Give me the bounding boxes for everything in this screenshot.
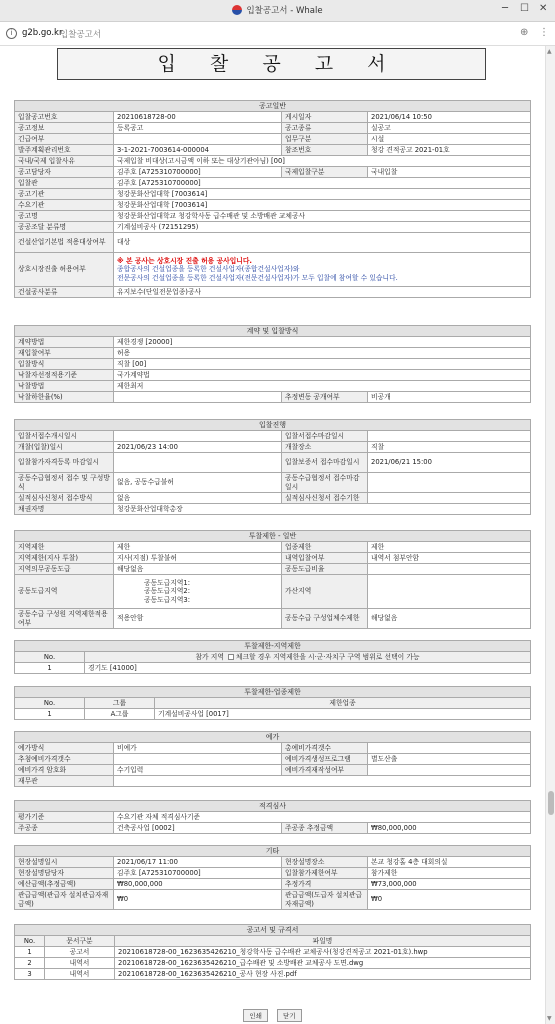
field-label: 실적심사신청서 접수방식: [15, 493, 114, 504]
field-value: [368, 743, 531, 754]
scroll-thumb[interactable]: [548, 791, 554, 815]
field-label: 추첨예비가격갯수: [15, 754, 114, 765]
field-value: [368, 431, 531, 442]
field-label: 입찰공고번호: [15, 112, 114, 123]
field-value: 제한: [114, 542, 282, 553]
field-label: 입찰서접수마감일시: [282, 431, 368, 442]
table-row: [15, 189, 531, 200]
table-row: [15, 123, 531, 134]
field-value: 직찰 [00]: [114, 359, 531, 370]
field-label: 관급금액(관급자 설치관급자재금액): [15, 890, 114, 910]
field-label: 국내/국제 입찰사유: [15, 156, 114, 167]
field-label: 공동수급협정서 접수마감일시: [282, 473, 368, 493]
section-etc: [14, 845, 530, 910]
field-label: 총예비가격갯수: [282, 743, 368, 754]
whale-logo-icon: [232, 5, 242, 15]
field-label: 업무구분: [282, 134, 368, 145]
field-label: 예산금액(추정금액): [15, 879, 114, 890]
minimize-icon[interactable]: ─: [502, 3, 509, 14]
field-label: 발주계획관리번호: [15, 145, 114, 156]
window-titlebar: [0, 0, 555, 22]
action-buttons: [0, 1003, 545, 1022]
section-title: 투찰제한-지역제한: [15, 641, 531, 652]
window-title: [0, 4, 555, 16]
field-label: 입찰서접수개시일시: [15, 431, 114, 442]
field-label: 실적심사신청서 접수기한: [282, 493, 368, 504]
field-value: 본교 청강홀 4층 대회의실: [368, 857, 531, 868]
table-row: [15, 442, 531, 453]
column-header: 그룹: [85, 698, 155, 709]
print-button[interactable]: 인쇄: [243, 1009, 268, 1022]
field-label: 건설산업기본법 적용대상여부: [15, 233, 114, 253]
table-row: [15, 134, 531, 145]
table-row: [15, 776, 531, 787]
field-label: 추정변동 공개여부: [282, 392, 368, 403]
field-label: 예비가격생성프로그램: [282, 754, 368, 765]
field-label: 공고종류: [282, 123, 368, 134]
field-value: 지사(지점) 투찰불허: [114, 553, 282, 564]
group-value: A그룹: [85, 709, 155, 720]
section-title: 입찰진행: [15, 420, 531, 431]
field-value: 건축공사업 [0002]: [114, 823, 282, 834]
column-header: No.: [15, 936, 45, 947]
section-title: 계약 및 입찰방식: [15, 326, 531, 337]
field-value: 등록공고: [114, 123, 282, 134]
field-value: 제한경쟁 [20000]: [114, 337, 531, 348]
field-label: 공공조달 분류명: [15, 222, 114, 233]
field-value: [114, 754, 282, 765]
field-value: 청강문화산업대학총장: [114, 504, 531, 515]
field-value: 수기입력: [114, 765, 282, 776]
zoom-icon[interactable]: ⊕: [520, 27, 529, 38]
section-restrict: [14, 530, 530, 629]
table-row: [15, 178, 531, 189]
field-value: 내역서 첨부안함: [368, 553, 531, 564]
field-label: 현장설명장소: [282, 857, 368, 868]
area-scope-checkbox[interactable]: [228, 654, 234, 660]
field-value: 3-1-2021-7003614-000004: [114, 145, 282, 156]
column-header: No.: [15, 652, 85, 663]
field-label: 추정가격: [282, 879, 368, 890]
table-row: [15, 167, 531, 178]
close-button[interactable]: 닫기: [277, 1009, 302, 1022]
section-region: [14, 640, 530, 674]
field-label: 재입찰여부: [15, 348, 114, 359]
table-row: [15, 112, 531, 123]
field-label: 낙찰방법: [15, 381, 114, 392]
field-value: 2021/06/14 10:50: [368, 112, 531, 123]
field-label: 지역의무공동도급: [15, 564, 114, 575]
field-label: 공고정보: [15, 123, 114, 134]
field-label: 현장설명일시: [15, 857, 114, 868]
field-value: 없음, 공동수급불허: [114, 473, 282, 493]
table-row: [15, 493, 531, 504]
field-label: 입찰보증서 접수마감일시: [282, 453, 368, 473]
field-value: 2021/06/21 15:00: [368, 453, 531, 473]
field-value: 국제입찰 비대상(고시금액 이하 또는 대상기관아님) [00]: [114, 156, 531, 167]
field-value: 청강문화산업대학 [7003614]: [114, 200, 531, 211]
table-row: [15, 663, 531, 674]
table-row: [15, 754, 531, 765]
field-value: [368, 493, 531, 504]
table-row: [15, 370, 531, 381]
field-label: 입찰참가제한여부: [282, 868, 368, 879]
close-window-icon[interactable]: ✕: [539, 3, 548, 14]
table-row: [15, 890, 531, 910]
table-row: [15, 969, 531, 980]
table-row: [15, 504, 531, 515]
doc-type: 내역서: [45, 958, 115, 969]
field-value: 허용: [114, 348, 531, 359]
field-label: 재무관: [15, 776, 114, 787]
field-label: 예가방식: [15, 743, 114, 754]
table-row: [15, 453, 531, 473]
field-label: 낙찰하한율(%): [15, 392, 114, 403]
field-value: ₩80,000,000: [368, 823, 531, 834]
table-row: [15, 553, 531, 564]
field-value: 2021/06/23 14:00: [114, 442, 282, 453]
row-number: 1: [15, 709, 85, 720]
field-label: 예비가격 암호화: [15, 765, 114, 776]
table-row: [15, 222, 531, 233]
table-row: [15, 253, 531, 287]
field-label: 공고담당자: [15, 167, 114, 178]
row-number: 1: [15, 663, 85, 674]
field-label: 상호시장진출 허용여부: [15, 253, 114, 287]
joint-area-line: 공동도급지역3:: [144, 595, 191, 604]
field-value: 국내입찰: [368, 167, 531, 178]
field-label: 예비가격재작성여부: [282, 765, 368, 776]
field-value: 해당없음: [368, 609, 531, 629]
joint-area-line: 공동도급지역2:: [144, 587, 191, 596]
field-value: 국가계약법: [114, 370, 531, 381]
field-value: 제한: [368, 542, 531, 553]
section-general: [14, 100, 530, 298]
field-label: 공동도급비율: [282, 564, 368, 575]
field-label: 관급금액(도급자 설치관급자재금액): [282, 890, 368, 910]
file-link[interactable]: 20210618728-00_1623635426210_급수배관 및 소방배관 교체공사 도면.dwg: [115, 958, 531, 969]
file-link[interactable]: 20210618728-00_1623635426210_청강학사동 급수배관 교체공사(청강견적공고 2021-01호).hwp: [115, 947, 531, 958]
field-label: 공동수급 구성업체수제한: [282, 609, 368, 629]
field-value: 적용안함: [114, 609, 282, 629]
field-value: 김주호 [A725310700000]: [114, 868, 282, 879]
section-title: 투찰제한-업종제한: [15, 687, 531, 698]
field-label: 업종제한: [282, 542, 368, 553]
row-number: 3: [15, 969, 45, 980]
area-scope-note: 체크할 경우 지역제한을 시·군·자치구 구역 범위로 선택이 가능: [235, 652, 420, 661]
field-value: 청강 견적공고 2021-01호: [368, 145, 531, 156]
table-header-row: [15, 936, 531, 947]
field-label: 개찰(입찰)일시: [15, 442, 114, 453]
doc-type: 내역서: [45, 969, 115, 980]
field-value: 별도산출: [368, 754, 531, 765]
field-value: 유지보수(단일전문업종)공사: [114, 287, 531, 298]
field-value: [368, 765, 531, 776]
field-value: 대상: [114, 233, 531, 253]
table-row: [15, 392, 531, 403]
section-files: [14, 924, 530, 980]
menu-dots-icon[interactable]: ⋮: [539, 27, 549, 38]
field-value: 제한최저: [114, 381, 531, 392]
table-row: [15, 473, 531, 493]
field-label: 지역제한: [15, 542, 114, 553]
field-label: 지역제한(지사 투찰): [15, 553, 114, 564]
field-value: 20210618728-00: [114, 112, 282, 123]
table-row: [15, 743, 531, 754]
field-value: ₩0: [368, 890, 531, 910]
field-label: 건설공사분류: [15, 287, 114, 298]
coop-notice-line: ※ 본 공사는 상호시장 진출 허용 공사입니다.: [117, 256, 253, 265]
field-value: [114, 134, 282, 145]
field-value: 직찰: [368, 442, 531, 453]
field-label: 긴급여부: [15, 134, 114, 145]
field-value: 수요기관 자체 적격심사기준: [114, 812, 531, 823]
table-row: [15, 564, 531, 575]
doc-type: 공고서: [45, 947, 115, 958]
joint-areas: [114, 575, 282, 609]
scroll-up-icon[interactable]: ▲: [547, 48, 552, 55]
field-label: 입찰관: [15, 178, 114, 189]
table-row: [15, 200, 531, 211]
field-label: 현장설명담당자: [15, 868, 114, 879]
table-row: [15, 287, 531, 298]
column-header-area: [85, 652, 531, 663]
table-row: [15, 879, 531, 890]
column-header: 문서구분: [45, 936, 115, 947]
field-value: 청강문화산업대학교 청강학사동 급수배관 및 소방배관 교체공사: [114, 211, 531, 222]
coop-notice-line: 전문공사의 건설업종을 등록한 건설사업자(전문건설사업자)가 모두 입찰에 참여할 수 있습니다.: [117, 273, 398, 282]
table-row: [15, 145, 531, 156]
field-label: 공고기관: [15, 189, 114, 200]
url-host[interactable]: g2b.go.kr: [22, 28, 63, 38]
field-value: 청강문화산업대학 [7003614]: [114, 189, 531, 200]
field-value: 비공개: [368, 392, 531, 403]
address-bar: [0, 22, 555, 46]
field-label: 공동수급협정서 접수 및 구성방식: [15, 473, 114, 493]
field-value: [114, 431, 282, 442]
field-label: 채권자명: [15, 504, 114, 515]
scroll-down-icon[interactable]: ▼: [547, 1015, 552, 1022]
page-scrollbar[interactable]: [545, 46, 555, 1024]
area-value: 경기도 [41000]: [85, 663, 531, 674]
field-label: 내역입찰여부: [282, 553, 368, 564]
field-label: 주공종 추정금액: [282, 823, 368, 834]
field-label: 계약방법: [15, 337, 114, 348]
field-label: 낙찰자선정적용기준: [15, 370, 114, 381]
field-label: 개찰장소: [282, 442, 368, 453]
field-value: 김주호 [A725310700000]: [114, 167, 282, 178]
section-title: 투찰제한 - 일반: [15, 531, 531, 542]
table-row: [15, 857, 531, 868]
table-header-row: [15, 652, 531, 663]
field-value: 비예가: [114, 743, 282, 754]
section-title: 공고서 및 규격서: [15, 925, 531, 936]
section-contract: [14, 325, 530, 403]
field-label: 평가기준: [15, 812, 114, 823]
field-label: 국제입찰구분: [282, 167, 368, 178]
url-page-title: 입찰공고서: [60, 30, 102, 40]
field-value: ₩0: [114, 890, 282, 910]
field-label: 게시일자: [282, 112, 368, 123]
table-row: [15, 868, 531, 879]
column-header: No.: [15, 698, 85, 709]
field-value: 2021/06/17 11:00: [114, 857, 282, 868]
field-label: 입찰방식: [15, 359, 114, 370]
table-row: [15, 575, 531, 609]
table-row: [15, 823, 531, 834]
table-header-row: [15, 698, 531, 709]
column-header: 제한업종: [155, 698, 531, 709]
table-row: [15, 381, 531, 392]
table-row: [15, 542, 531, 553]
field-value: [368, 575, 531, 609]
field-value: [114, 776, 531, 787]
file-link[interactable]: 20210618728-00_1623635426210_공사 현장 사진.pdf: [115, 969, 531, 980]
row-number: 1: [15, 947, 45, 958]
field-value: 참가제한: [368, 868, 531, 879]
row-number: 2: [15, 958, 45, 969]
section-title: 공고일반: [15, 101, 531, 112]
field-value: [114, 392, 282, 403]
table-row: [15, 348, 531, 359]
coop-notice: [114, 253, 531, 287]
table-row: [15, 156, 531, 167]
field-value: 김주호 [A725310700000]: [114, 178, 531, 189]
joint-area-line: 공동도급지역1:: [144, 578, 191, 587]
table-row: [15, 359, 531, 370]
table-row: [15, 233, 531, 253]
table-row: [15, 812, 531, 823]
column-header-text: 참가 지역: [195, 652, 224, 661]
field-value: 기계설비공사 (72151295): [114, 222, 531, 233]
field-label: 공동도급지역: [15, 575, 114, 609]
field-label: 주공종: [15, 823, 114, 834]
field-label: 수요기관: [15, 200, 114, 211]
section-title: 적격심사: [15, 801, 531, 812]
field-value: [368, 564, 531, 575]
table-row: [15, 609, 531, 629]
table-row: [15, 337, 531, 348]
coop-notice-line: 종합공사의 건설업종을 등록한 건설사업자(종합건설사업자)와: [117, 265, 300, 274]
column-header: 파일명: [115, 936, 531, 947]
field-label: 공고명: [15, 211, 114, 222]
section-review: [14, 800, 530, 834]
field-value: 시설: [368, 134, 531, 145]
field-label: 공동수급 구성원 지역제한적용여부: [15, 609, 114, 629]
field-value: [114, 453, 282, 473]
field-value: ₩80,000,000: [114, 879, 282, 890]
section-price: [14, 731, 530, 787]
industry-value: 기계설비공사업 [0017]: [155, 709, 531, 720]
table-row: [15, 211, 531, 222]
field-label: 가산지역: [282, 575, 368, 609]
table-row: [15, 958, 531, 969]
table-row: [15, 709, 531, 720]
table-row: [15, 947, 531, 958]
section-industry: [14, 686, 530, 720]
maximize-icon[interactable]: ☐: [520, 3, 529, 14]
table-row: [15, 765, 531, 776]
field-value: 없음: [114, 493, 282, 504]
field-value: 해당없음: [114, 564, 282, 575]
section-title: 예가: [15, 732, 531, 743]
table-row: [15, 431, 531, 442]
window-title-text: 입찰공고서 - Whale: [246, 6, 323, 16]
field-label: 입찰참가자격등록 마감일시: [15, 453, 114, 473]
section-schedule: [14, 419, 530, 515]
site-info-icon[interactable]: i: [6, 28, 17, 39]
field-label: 참조번호: [282, 145, 368, 156]
field-value: 실공고: [368, 123, 531, 134]
field-value: ₩73,000,000: [368, 879, 531, 890]
field-value: [368, 473, 531, 493]
document-title: 입 찰 공 고 서: [57, 48, 486, 80]
section-title: 기타: [15, 846, 531, 857]
